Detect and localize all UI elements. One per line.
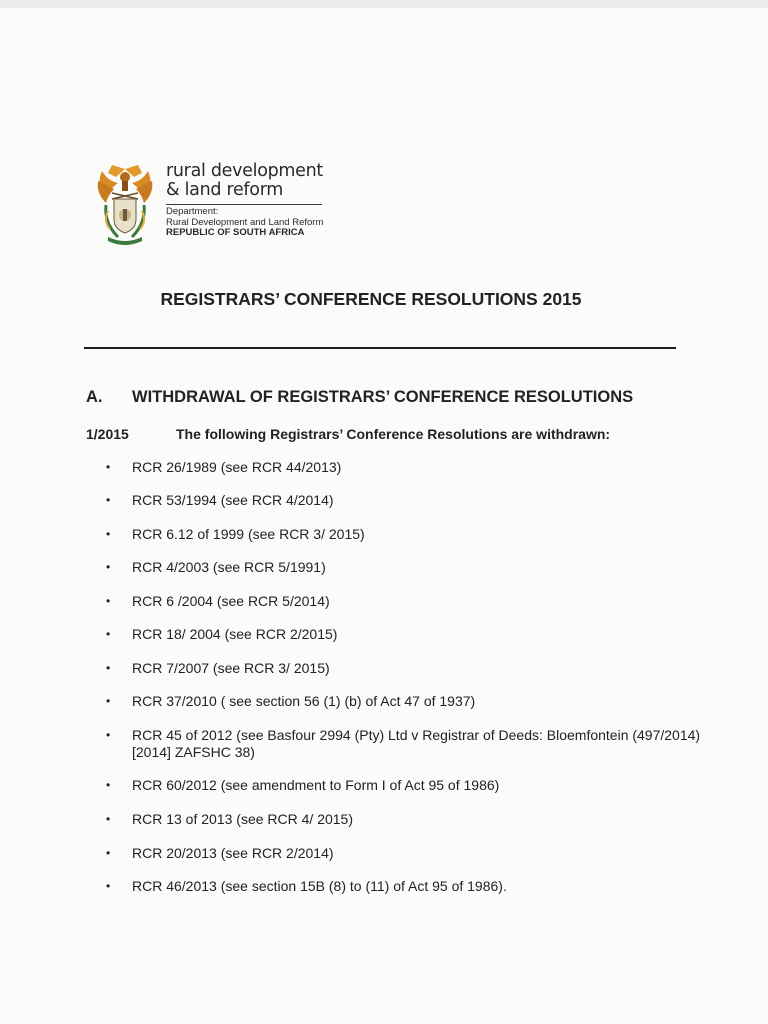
list-item-text: RCR 26/1989 (see RCR 44/2013) — [132, 459, 342, 475]
bullet-icon: • — [106, 594, 111, 608]
list-item-text: RCR 6 /2004 (see RCR 5/2014) — [132, 593, 330, 609]
list-item — [106, 727, 706, 761]
list-item-text: RCR 7/2007 (see RCR 3/ 2015) — [132, 660, 330, 676]
list-item — [106, 693, 706, 710]
document-title: REGISTRARS’ CONFERENCE RESOLUTIONS 2015 — [160, 289, 582, 309]
list-item-text: RCR 6.12 of 1999 (see RCR 3/ 2015) — [132, 526, 365, 542]
section-letter: A. — [86, 388, 103, 406]
list-item-text: RCR 18/ 2004 (see RCR 2/2015) — [132, 626, 338, 642]
list-item — [106, 811, 706, 828]
list-item-text: RCR 13 of 2013 (see RCR 4/ 2015) — [132, 811, 353, 827]
list-item-text: RCR 46/2013 (see section 15B (8) to (11) of Act 95 of 1986). — [132, 878, 507, 894]
bullet-icon: • — [106, 728, 111, 742]
list-item-text: RCR 20/2013 (see RCR 2/2014) — [132, 845, 334, 861]
list-item — [106, 777, 706, 794]
bullet-icon: • — [106, 661, 111, 675]
bullet-icon: • — [106, 694, 111, 708]
bullet-icon: • — [106, 460, 111, 474]
list-item — [106, 878, 706, 895]
bullet-icon: • — [106, 778, 111, 792]
country-name: REPUBLIC OF SOUTH AFRICA — [166, 227, 305, 238]
list-item — [106, 845, 706, 862]
resolution-number: 1/2015 — [86, 426, 129, 442]
list-item — [106, 593, 706, 610]
department-title-line-2: & land reform — [166, 180, 284, 200]
list-item — [106, 660, 706, 677]
bullet-icon: • — [106, 627, 111, 641]
list-item — [106, 626, 706, 643]
list-item-text: RCR 60/2012 (see amendment to Form I of Act 95 of 1986) — [132, 777, 500, 793]
list-item-text: RCR 4/2003 (see RCR 5/1991) — [132, 559, 326, 575]
department-title-line-1: rural development — [166, 161, 323, 181]
resolution-text: The following Registrars’ Conference Resolutions are withdrawn: — [176, 426, 611, 442]
list-item — [106, 559, 706, 576]
list-item-text: RCR 45 of 2012 (see Basfour 2994 (Pty) Ltd v Registrar of Deeds: Bloemfontein (497/2014) [2014] ZAFSHC 38) — [132, 727, 701, 760]
list-item-text: RCR 37/2010 ( see section 56 (1) (b) of Act 47 of 1937) — [132, 693, 476, 709]
list-item-text: RCR 53/1994 (see RCR 4/2014) — [132, 492, 334, 508]
list-item — [106, 492, 706, 509]
list-item — [106, 526, 706, 543]
bullet-icon: • — [106, 560, 111, 574]
bullet-icon: • — [106, 879, 111, 893]
bullet-icon: • — [106, 493, 111, 507]
section-title: WITHDRAWAL OF REGISTRARS’ CONFERENCE RESOLUTIONS — [132, 388, 634, 406]
department-name: Rural Development and Land Reform — [166, 216, 324, 228]
bullet-icon: • — [106, 812, 111, 826]
department-label: Department: — [166, 206, 219, 217]
bullet-icon: • — [106, 527, 111, 541]
list-item — [106, 459, 706, 476]
bullet-icon: • — [106, 846, 111, 860]
